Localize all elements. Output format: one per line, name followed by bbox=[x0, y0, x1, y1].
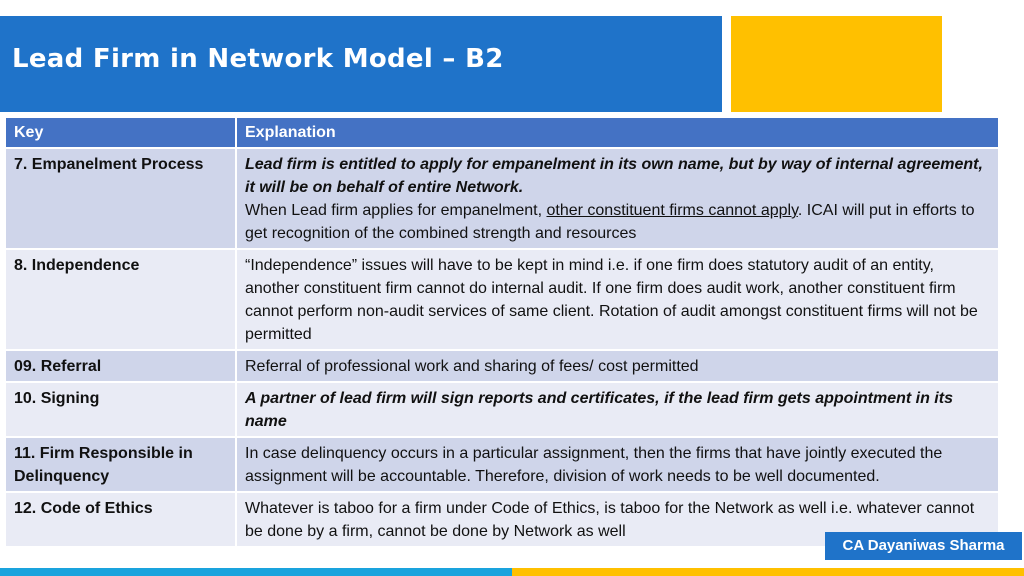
table-row bbox=[6, 382, 999, 437]
slide-title: Lead Firm in Network Model – B2 bbox=[12, 44, 504, 74]
table-row bbox=[6, 437, 999, 492]
bottom-blue-stripe bbox=[0, 568, 512, 576]
row-explanation-delinquency: In case delinquency occurs in a particular assignment, then the firms that have jointly executed the assignment will be accountable. Therefore, division of work needs to be well documented. bbox=[236, 437, 999, 492]
table-header-row bbox=[6, 118, 999, 148]
empanelment-bold-italic: Lead firm is entitled to apply for empanelment in its own name, but by way of internal agreement, it will be on behalf of entire Network. bbox=[245, 156, 983, 196]
header-explanation: Explanation bbox=[236, 118, 999, 148]
row-explanation-empanelment bbox=[236, 148, 999, 249]
bottom-yellow-stripe bbox=[512, 568, 1024, 576]
table-row bbox=[6, 148, 999, 249]
accent-yellow-block bbox=[731, 16, 942, 112]
key-explanation-table bbox=[6, 118, 1000, 548]
row-explanation-signing: A partner of lead firm will sign reports and certificates, if the lead firm gets appointment in its name bbox=[236, 382, 999, 437]
row-explanation-referral: Referral of professional work and sharing of fees/ cost permitted bbox=[236, 350, 999, 382]
header-key: Key bbox=[6, 118, 236, 148]
author-label: CA Dayaniwas Sharma bbox=[825, 532, 1022, 560]
row-key-signing: 10. Signing bbox=[6, 382, 236, 437]
row-key-independence: 8. Independence bbox=[6, 249, 236, 350]
row-key-delinquency: 11. Firm Responsible in Delinquency bbox=[6, 437, 236, 492]
row-key-referral: 09. Referral bbox=[6, 350, 236, 382]
table-row bbox=[6, 350, 999, 382]
table-row bbox=[6, 249, 999, 350]
row-explanation-independence: “Independence” issues will have to be kept in mind i.e. if one firm does statutory audit of an entity, another constituent firm cannot do internal audit. If one firm does audit work, another constituent firm cannot perform non-audit services of same client. Rotation of audit amongst constituent firms will not be permitted bbox=[236, 249, 999, 350]
row-explanation-code-of-ethics: Whatever is taboo for a firm under Code of Ethics, is taboo for the Network as well i.e. whatever cannot be done by a firm, cannot be done by Network as well bbox=[236, 492, 999, 547]
empanelment-text-a: When Lead firm applies for empanelment, bbox=[245, 202, 547, 219]
row-key-code-of-ethics: 12. Code of Ethics bbox=[6, 492, 236, 547]
empanelment-underlined: other constituent firms cannot apply bbox=[546, 202, 798, 219]
row-key-empanelment: 7. Empanelment Process bbox=[6, 148, 236, 249]
empanelment-text-b: . ICAI will put in efforts to get recognition of the combined strength and resources bbox=[245, 202, 975, 242]
